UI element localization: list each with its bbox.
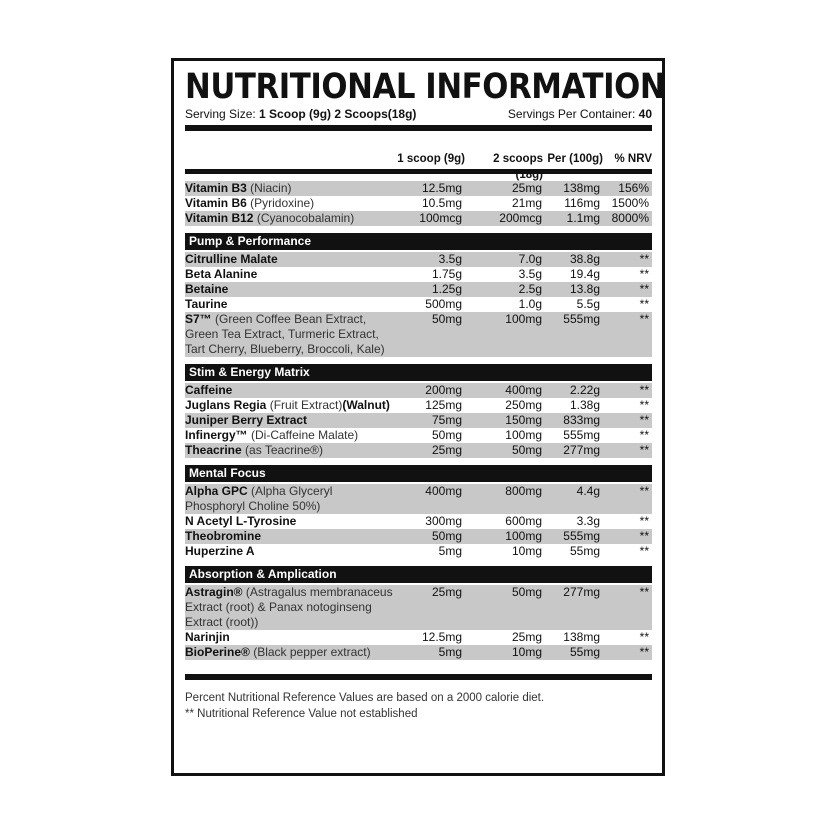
- nutrient-row: [185, 211, 652, 226]
- section-pump-performance: [185, 233, 652, 357]
- amount-1-scoop: 200mg: [425, 383, 462, 397]
- column-header-blank: [185, 151, 390, 183]
- ingredient-sections: [185, 233, 652, 660]
- section-stim-energy-matrix: [185, 364, 652, 458]
- amount-per-100g: 555mg: [563, 428, 600, 442]
- nutrient-name-cell: [185, 645, 395, 660]
- nutrient-row: [185, 514, 652, 529]
- amount-2-scoops: 2.5g: [518, 282, 542, 296]
- nutrient-detail: (Cyanocobalamin): [253, 211, 355, 225]
- amount-per-100g: 138mg: [563, 630, 600, 644]
- nrv-value: **: [639, 267, 649, 281]
- nrv-value: **: [639, 514, 649, 528]
- nutrient-row: [185, 529, 652, 544]
- nrv-value: **: [639, 428, 649, 442]
- nutrient-row: [185, 196, 652, 211]
- amount-1-scoop: 125mg: [425, 398, 462, 412]
- nutrient-detail: (Alpha Glyceryl Phosphoryl Choline 50%): [185, 484, 333, 513]
- nutrient-name-cell: [185, 297, 395, 312]
- nutrient-name-cell: [185, 267, 395, 282]
- amount-1-scoop: 50mg: [431, 428, 462, 442]
- nutrient-row: [185, 297, 652, 312]
- amount-per-100g: 55mg: [569, 544, 600, 558]
- section-title: Stim & Energy Matrix: [185, 364, 652, 381]
- nutrient-detail: (Di-Caffeine Malate): [247, 428, 359, 442]
- nrv-value: 156%: [618, 181, 649, 195]
- amount-1-scoop: 300mg: [425, 514, 462, 528]
- nutrient-name: S7™: [185, 312, 212, 326]
- amount-per-100g: 555mg: [563, 529, 600, 543]
- nrv-value: **: [639, 282, 649, 296]
- section-title: Pump & Performance: [185, 233, 652, 250]
- nutrient-detail: (Pyridoxine): [246, 196, 315, 210]
- nutrient-name: Juniper Berry Extract: [185, 413, 308, 427]
- nutrient-name-cell: [185, 529, 395, 544]
- amount-2-scoops: 21mg: [511, 196, 542, 210]
- nutrient-detail: (Green Coffee Bean Extract, Green Tea Extract, Turmeric Extract, Tart Cherry, Blueberry, Broccoli, Kale): [185, 312, 385, 356]
- nutrient-name-cell: [185, 413, 395, 428]
- amount-2-scoops: 25mg: [511, 630, 542, 644]
- nutrient-name-cell: [185, 630, 395, 645]
- nutrient-name-cell: [185, 585, 395, 630]
- amount-1-scoop: 1.75g: [431, 267, 462, 281]
- amount-2-scoops: 250mg: [505, 398, 542, 412]
- amount-2-scoops: 100mg: [505, 529, 542, 543]
- nutrient-name: Theacrine: [185, 443, 242, 457]
- nrv-value: **: [639, 383, 649, 397]
- amount-1-scoop: 100mcg: [419, 211, 462, 225]
- nutrient-row: [185, 428, 652, 443]
- nutrient-name: Vitamin B3: [185, 181, 247, 195]
- amount-per-100g: 3.3g: [576, 514, 600, 528]
- amount-2-scoops: 400mg: [505, 383, 542, 397]
- serving-size-value: 1 Scoop (9g) 2 Scoops(18g): [259, 107, 417, 121]
- amount-2-scoops: 3.5g: [518, 267, 542, 281]
- column-header: [185, 131, 652, 181]
- nutrient-row: [185, 252, 652, 267]
- amount-per-100g: 116mg: [564, 196, 600, 210]
- serving-info: [185, 107, 652, 131]
- nutrient-name: Infinergy™: [185, 428, 248, 442]
- amount-2-scoops: 600mg: [505, 514, 542, 528]
- amount-2-scoops: 7.0g: [518, 252, 542, 266]
- amount-1-scoop: 5mg: [438, 544, 462, 558]
- amount-per-100g: 833mg: [563, 413, 600, 427]
- nutrient-name-cell: [185, 211, 395, 226]
- nutrition-panel: [171, 58, 665, 776]
- amount-2-scoops: 10mg: [511, 645, 542, 659]
- section-title: Mental Focus: [185, 465, 652, 482]
- amount-1-scoop: 1.25g: [431, 282, 462, 296]
- nutrient-name-cell: [185, 428, 395, 443]
- serving-size-label: Serving Size:: [185, 107, 256, 121]
- nutrient-name-cell: [185, 544, 395, 559]
- nrv-value: **: [639, 252, 649, 266]
- nutrient-row: [185, 181, 652, 196]
- servings-per-container-label: Servings Per Container:: [507, 107, 636, 121]
- nutrient-detail: (Astragalus membranaceus Extract (root) & Panax notoginseng Extract (root)): [185, 585, 393, 629]
- section-mental-focus: [185, 465, 652, 559]
- nutrient-name: BioPerine®: [185, 645, 250, 659]
- amount-1-scoop: 10.5mg: [421, 196, 462, 210]
- amount-per-100g: 4.4g: [576, 484, 600, 498]
- nutrient-row: [185, 585, 652, 630]
- nutrient-detail: (Black pepper extract): [249, 645, 371, 659]
- nutrient-name: Vitamin B6: [185, 196, 247, 210]
- amount-per-100g: 38.8g: [569, 252, 600, 266]
- column-header-nrv: % NRV: [614, 153, 652, 165]
- amount-1-scoop: 12.5mg: [421, 630, 462, 644]
- servings-per-container: [508, 107, 652, 122]
- nutrient-row: [185, 383, 652, 398]
- nutrient-detail: (Fruit Extract): [266, 398, 343, 412]
- amount-1-scoop: 5mg: [438, 645, 462, 659]
- nutrient-row: [185, 267, 652, 282]
- nutrient-detail: (Niacin): [246, 181, 292, 195]
- nutrient-name-cell: [185, 484, 395, 514]
- nrv-value: **: [639, 484, 649, 498]
- nutrient-row: [185, 544, 652, 559]
- nutrient-detail: (as Teacrine®): [241, 443, 324, 457]
- amount-1-scoop: 25mg: [431, 585, 462, 599]
- nutrient-name-cell: [185, 514, 395, 529]
- servings-per-container-value: 40: [638, 107, 652, 121]
- amount-2-scoops: 1.0g: [518, 297, 542, 311]
- amount-2-scoops: 50mg: [511, 443, 542, 457]
- amount-per-100g: 277mg: [563, 585, 600, 599]
- nrv-value: **: [639, 630, 649, 644]
- nutrient-row: [185, 398, 652, 413]
- nutrient-name-cell: [185, 282, 395, 297]
- amount-per-100g: 55mg: [569, 645, 600, 659]
- section-title: Absorption & Amplication: [185, 566, 652, 583]
- amount-per-100g: 138mg: [563, 181, 600, 195]
- nutrient-name-cell: [185, 181, 395, 196]
- nutrient-row: [185, 645, 652, 660]
- nutrient-name: Alpha GPC: [185, 484, 248, 498]
- amount-2-scoops: 100mg: [505, 312, 542, 326]
- nrv-value: **: [639, 529, 649, 543]
- nutrient-name: Betaine: [185, 282, 229, 296]
- nrv-value: 8000%: [611, 211, 649, 225]
- column-header-1-scoop: 1 scoop (9g): [397, 153, 465, 165]
- amount-per-100g: 5.5g: [576, 297, 600, 311]
- amount-per-100g: 277mg: [563, 443, 600, 457]
- vitamins-table: [185, 181, 652, 226]
- nutrient-name: N Acetyl L-Tyrosine: [185, 514, 297, 528]
- nutrient-row: [185, 312, 652, 357]
- nrv-value: 1500%: [611, 196, 649, 210]
- nrv-value: **: [639, 297, 649, 311]
- amount-2-scoops: 25mg: [511, 181, 542, 195]
- amount-2-scoops: 800mg: [505, 484, 542, 498]
- nrv-value: **: [639, 398, 649, 412]
- nutrient-name-cell: [185, 383, 395, 398]
- amount-2-scoops: 150mg: [505, 413, 542, 427]
- amount-1-scoop: 50mg: [431, 529, 462, 543]
- amount-per-100g: 1.1mg: [566, 211, 600, 225]
- footnote-not-established: ** Nutritional Reference Value not established: [185, 708, 418, 720]
- nutrient-name: Theobromine: [185, 529, 262, 543]
- amount-1-scoop: 25mg: [431, 443, 462, 457]
- nrv-value: **: [639, 645, 649, 659]
- nutrient-name: Taurine: [185, 297, 228, 311]
- nutrient-row: [185, 413, 652, 428]
- amount-per-100g: 1.38g: [569, 398, 600, 412]
- amount-1-scoop: 3.5g: [438, 252, 462, 266]
- amount-per-100g: 555mg: [563, 312, 600, 326]
- column-header-2-scoops: 2 scoops (18g): [493, 153, 543, 181]
- amount-2-scoops: 200mcg: [499, 211, 542, 225]
- amount-1-scoop: 500mg: [425, 297, 462, 311]
- amount-per-100g: 13.8g: [569, 282, 600, 296]
- nutrient-name: Vitamin B12: [185, 211, 254, 225]
- nutrient-detail-bold: (Walnut): [342, 398, 390, 412]
- nutrient-name: Narinjin: [185, 630, 230, 644]
- nutrient-name-cell: [185, 398, 395, 413]
- nutrient-name-cell: [185, 312, 395, 357]
- nutrient-name: Juglans Regia: [185, 398, 267, 412]
- footnotes: [185, 674, 652, 722]
- nrv-value: **: [639, 312, 649, 326]
- nutrient-row: [185, 484, 652, 514]
- column-header-per-100g: Per (100g): [547, 153, 603, 165]
- nutrient-name: Citrulline Malate: [185, 252, 278, 266]
- amount-per-100g: 19.4g: [569, 267, 600, 281]
- nutrient-row: [185, 443, 652, 458]
- nrv-value: **: [639, 443, 649, 457]
- footnote-nrv: Percent Nutritional Reference Values are based on a 2000 calorie diet.: [185, 692, 545, 704]
- panel-title: NUTRITIONAL INFORMATION: [185, 67, 666, 107]
- nrv-value: **: [639, 413, 649, 427]
- amount-1-scoop: 75mg: [431, 413, 462, 427]
- nrv-value: **: [639, 585, 649, 599]
- nutrient-name-cell: [185, 443, 395, 458]
- nrv-value: **: [639, 544, 649, 558]
- amount-2-scoops: 50mg: [511, 585, 542, 599]
- nutrient-name: Caffeine: [185, 383, 233, 397]
- nutrient-name: Beta Alanine: [185, 267, 258, 281]
- amount-1-scoop: 400mg: [425, 484, 462, 498]
- amount-per-100g: 2.22g: [569, 383, 600, 397]
- nutrient-name-cell: [185, 196, 395, 211]
- nutrient-row: [185, 630, 652, 645]
- nutrient-name: Astragin®: [185, 585, 243, 599]
- amount-2-scoops: 100mg: [505, 428, 542, 442]
- amount-2-scoops: 10mg: [511, 544, 542, 558]
- section-absorption-amplication: [185, 566, 652, 660]
- nutrient-row: [185, 282, 652, 297]
- serving-size: [185, 107, 416, 122]
- amount-1-scoop: 12.5mg: [421, 181, 462, 195]
- nutrient-name: Huperzine A: [185, 544, 255, 558]
- nutrient-name-cell: [185, 252, 395, 267]
- amount-1-scoop: 50mg: [431, 312, 462, 326]
